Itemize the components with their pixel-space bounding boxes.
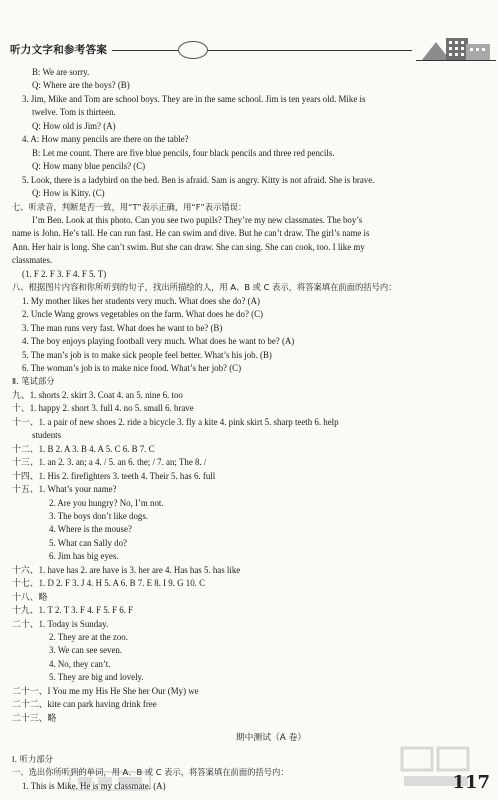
- answer-content: [12, 66, 490, 793]
- text-line: 十四、1. His 2. firefighters 3. teeth 4. Their 5. has 6. full: [12, 470, 216, 481]
- header-rule: [112, 50, 412, 51]
- text-line: 二十二、kite can park having drink free: [12, 699, 157, 710]
- text-line: 5. The man’s job is to make sick people feel better. What’s his job. (B): [22, 349, 272, 360]
- text-line: Q: Where are the boys? (B): [32, 80, 130, 91]
- section-gap: [12, 725, 490, 732]
- text-line: Q: How many blue pencils? (C): [32, 161, 146, 172]
- header-title: 听力文字和参考答案: [10, 44, 108, 56]
- text-line: 十九、1. T 2. T 3. F 4. F 5. F 6. F: [12, 605, 134, 616]
- watermark-logo-icon: [68, 768, 152, 794]
- text-line: 3. Jim, Mike and Tom are school boys. They are in the same school. Jim is ten years old. Mike is: [22, 93, 366, 104]
- text-line: 一、选出你所听到的单词，用 A、B 或 C 表示，将答案填在前面的括号内：: [12, 767, 289, 778]
- text-line: B: We are sorry.: [32, 67, 90, 77]
- text-line: 二十一、I You me my His He She her Our (My) we: [12, 685, 199, 696]
- section-title: 期中测试（A 卷）: [235, 733, 307, 744]
- header-badge-icon: [178, 41, 208, 59]
- text-line: Ⅰ. 听力部分: [12, 753, 53, 764]
- text-line: 5. They are big and lovely.: [49, 672, 144, 683]
- text-line: 八、根据图片内容和你所听到的句子，找出所描绘的人，用 A、B 或 C 表示，将答案填在前面的括号内：: [12, 282, 397, 293]
- text-line: 4. No, they can’t.: [49, 658, 111, 669]
- text-line: name is John. He’s tall. He can run fast. He can swim and dive. But he can’t draw. The girl’s name is: [12, 228, 370, 239]
- text-line: students: [32, 430, 62, 441]
- text-line: 4. Where is the mouse?: [49, 524, 132, 535]
- text-line: 二十三、略: [12, 712, 57, 723]
- text-line: 2. They are at the zoo.: [49, 632, 128, 643]
- answer-lines: [12, 66, 490, 725]
- text-line: 十八、略: [12, 591, 48, 602]
- text-line: 九、1. shorts 2. skirt 3. Coat 4. an 5. nine 6. too: [12, 389, 183, 400]
- text-line: 3. The man runs very fast. What does he want to be? (B): [22, 322, 223, 333]
- text-line: 5. What can Sally do?: [49, 537, 127, 548]
- text-line: 十二、1. B 2. A 3. B 4. A 5. C 6. B 7. C: [12, 443, 155, 454]
- text-line: 二十、1. Today is Sunday.: [12, 618, 109, 629]
- text-line: 七、听录音，判断是否一致，用“T”表示正确，用“F”表示错误：: [12, 201, 247, 212]
- building-icon: [416, 32, 496, 62]
- text-line: Ann. Her hair is long. She can’t swim. But she can draw. She can sing. She can cook, too. I like my: [12, 241, 365, 252]
- text-line: 4. A: How many pencils are there on the table?: [22, 134, 189, 145]
- text-line: I’m Ben. Look at this photo. Can you see two pupils? They’re my new classmates. The boy’s: [32, 214, 363, 225]
- text-line: 4. The boy enjoys playing football very much. What does he want to be? (A): [22, 336, 295, 347]
- text-line: 6. Jim has big eyes.: [49, 551, 119, 562]
- text-line: 十六、1. have has 2. are have is 3. her are 4. Has has 5. has like: [12, 564, 241, 575]
- text-line: 6. The woman’s job is to make nice food. What’s her job? (C): [22, 362, 242, 373]
- page-header: [0, 32, 498, 62]
- text-line: 2. Are you hungry? No, I’m not.: [49, 497, 164, 508]
- text-line: Q: How old is Jim? (A): [32, 120, 116, 131]
- text-line: 十一、1. a pair of new shoes 2. ride a bicycle 3. fly a kite 4. pink skirt 5. sharp teeth 6. help: [12, 416, 339, 427]
- text-line: Q: How is Kitty. (C): [32, 188, 105, 199]
- page-number: 117: [452, 772, 490, 793]
- text-line: B: Let me count. There are five blue pencils, four black pencils and three red pencils.: [32, 147, 335, 158]
- text-line: 1. My mother likes her students very much. What does she do? (A): [22, 295, 260, 306]
- text-line: (1. F 2. F 3. F 4. F 5. T): [22, 268, 107, 279]
- text-line: 3. We can see seven.: [49, 645, 123, 656]
- text-line: 十五、1. What’s your name?: [12, 484, 117, 495]
- text-line: twelve. Tom is thirteen.: [32, 107, 116, 118]
- text-line: classmates.: [12, 255, 53, 266]
- text-line: 2. Uncle Wang grows vegetables on the farm. What does he do? (C): [22, 309, 263, 320]
- text-line: 1. This is Mike. He is my classmate. (A): [22, 780, 166, 791]
- text-line: 5. Look, there is a ladybird on the bed. Ben is afraid. Sam is angry. Kitty is not afraid. She is brave.: [22, 174, 375, 185]
- text-line: 十、1. happy 2. short 3. full 4. no 5. small 6. brave: [12, 403, 194, 414]
- text-line: Ⅱ. 笔试部分: [12, 376, 55, 387]
- text-line: 3. The boys don’t like dogs.: [49, 510, 149, 521]
- text-line: 十七、1. D 2. F 3. J 4. H 5. A 6. B 7. E 8. I 9. G 10. C: [12, 578, 206, 589]
- text-line: 十三、1. an 2. 3. an; a 4. / 5. an 6. the; / 7. an; The 8. /: [12, 457, 207, 468]
